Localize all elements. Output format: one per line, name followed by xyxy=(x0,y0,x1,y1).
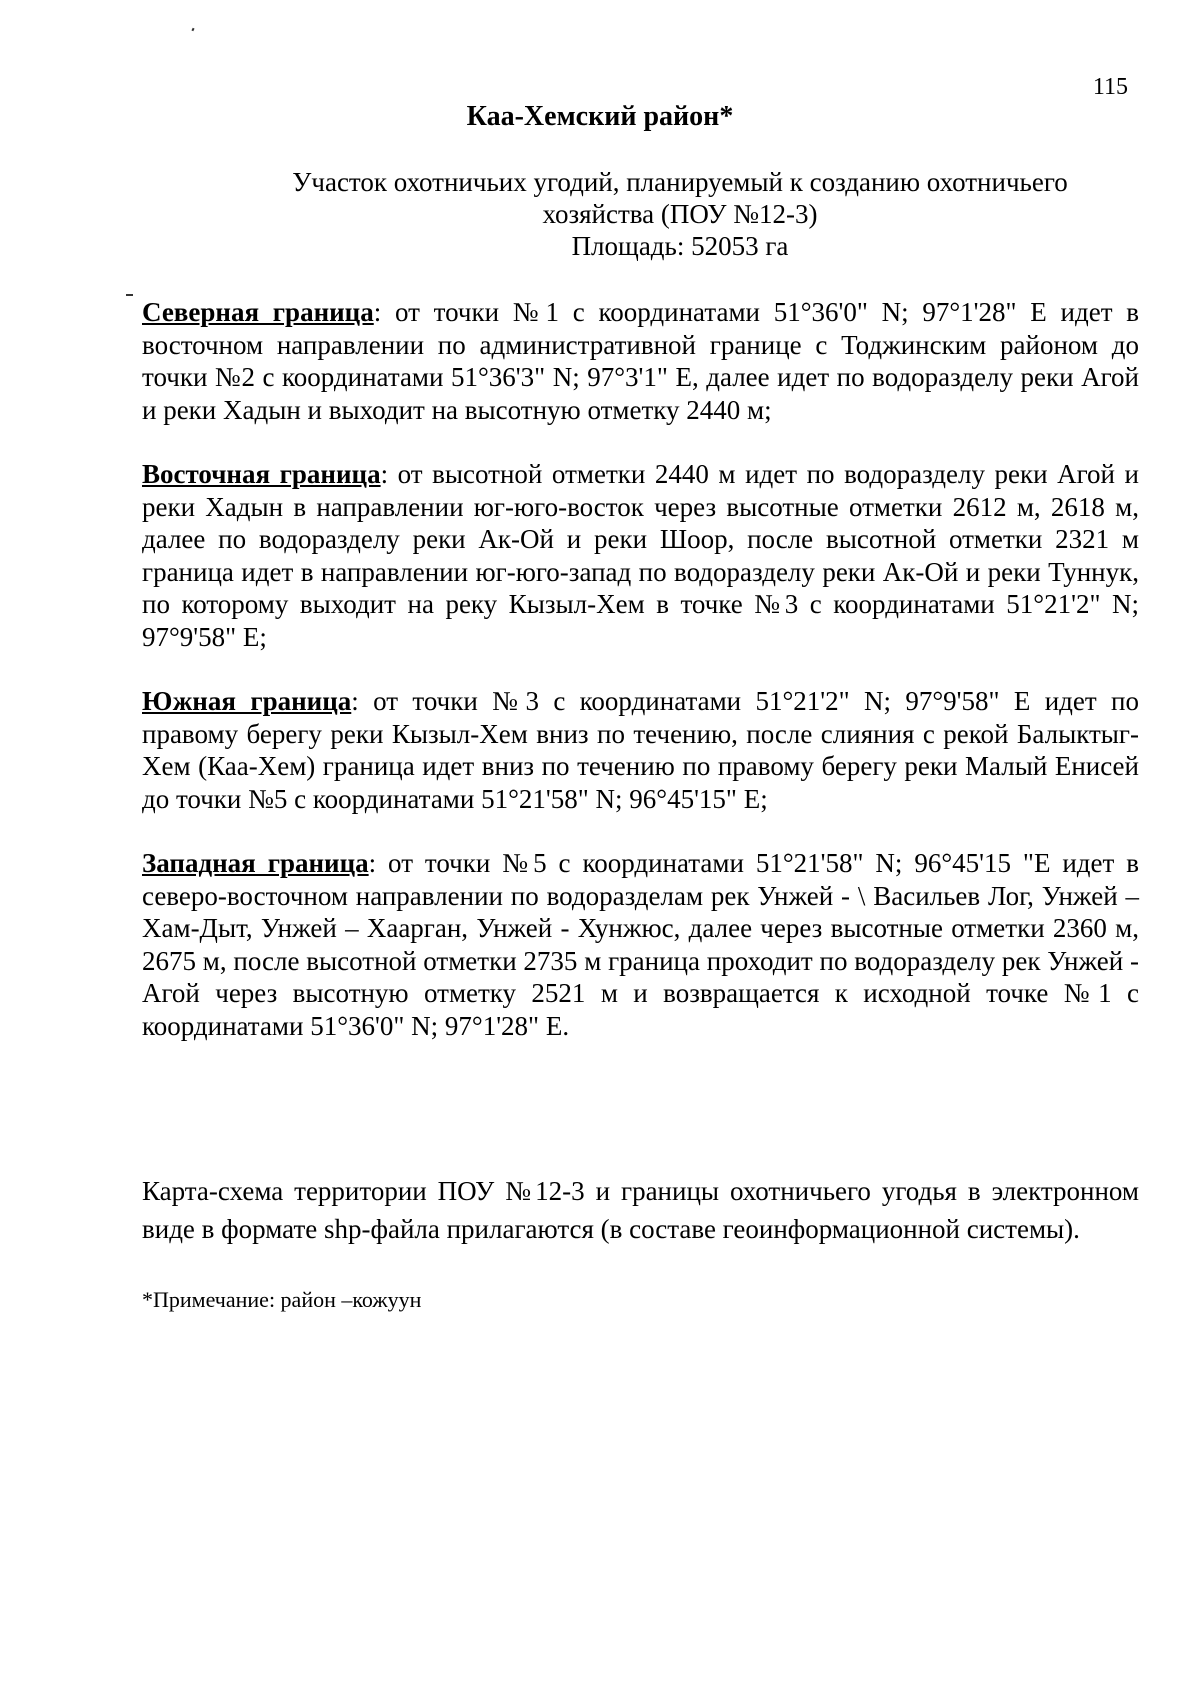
page-number: 115 xyxy=(1092,74,1128,100)
north-boundary-text: : от точки №1 с координатами 51°36'0" N; 97°1'28" E идет в восточном направлении по административной границе с Тоджинским районом до точки №2 с координатами 51°36'3" N; 97°3'1" E, далее идет по водоразделу реки Агой и реки Хадын и выходит на высотную отметку 2440 м; xyxy=(142,297,1139,425)
document-title: Каа-Хемский район* xyxy=(466,101,734,132)
map-scheme-note: Карта-схема территории ПОУ №12-3 и границы охотничьего угодья в электронном виде в формате shp-файла прилагаются (в составе геоинформационной системы). xyxy=(142,1176,1139,1244)
south-boundary-heading: Южная граница xyxy=(142,686,352,716)
west-boundary-text: : от точки №5 с координатами 51°21'58" N; 96°45'15 "E идет в северо-восточном направлении по водоразделам рек Унжей - \ Васильев Лог, Унжей – Хам-Дыт, Унжей – Хаарган, Унжей - Хунжюс, далее через высотные отметки 2360 м, 2675 м, после высотной отметки 2735 м граница проходит по водоразделу рек Унжей - Агой через высотную отметку 2521 м и возвращается к исходной точке №1 с координатами 51°36'0" N; 97°1'28" E. xyxy=(142,848,1139,1041)
document-body xyxy=(142,296,1139,1346)
subtitle-line-1: Участок охотничьих угодий, планируемый к созданию охотничьего xyxy=(292,167,1068,197)
document-subtitle xyxy=(260,166,1100,262)
south-boundary-text: : от точки №3 с координатами 51°21'2" N; 97°9'58" E идет по правому берегу реки Кызыл-Хем вниз по течению, после слияния с рекой Балыктыг-Хем (Каа-Хем) граница идет вниз по течению по правому берегу реки Малый Енисей до точки №5 с координатами 51°21'58" N; 96°45'15" E; xyxy=(142,686,1139,814)
north-boundary-paragraph xyxy=(142,296,1139,426)
subtitle-line-2: хозяйства (ПОУ №12-3) xyxy=(542,199,818,229)
east-boundary-text: : от высотной отметки 2440 м идет по водоразделу реки Агой и реки Хадын в направлении юг-юго-восток через высотные отметки 2612 м, 2618 м, далее по водоразделу реки Ак-Ой и реки Шоор, после высотной отметки 2321 м граница идет в направлении юг-юго-запад по водоразделу реки Ак-Ой и реки Туннук, по которому выходит на реку Кызыл-Хем в точке №3 с координатами 51°21'2" N; 97°9'58" E; xyxy=(142,459,1139,652)
east-boundary-heading: Восточная граница xyxy=(142,459,381,489)
footnote: *Примечание: район –кожуун xyxy=(142,1287,422,1312)
scan-margin-mark xyxy=(126,294,133,296)
subtitle-area: Площадь: 52053 га xyxy=(571,231,789,261)
south-boundary-paragraph xyxy=(142,685,1139,815)
scan-speck xyxy=(191,28,194,32)
north-boundary-heading: Северная граница xyxy=(142,297,374,327)
west-boundary-heading: Западная граница xyxy=(142,848,369,878)
west-boundary-paragraph xyxy=(142,847,1139,1042)
east-boundary-paragraph xyxy=(142,458,1139,653)
